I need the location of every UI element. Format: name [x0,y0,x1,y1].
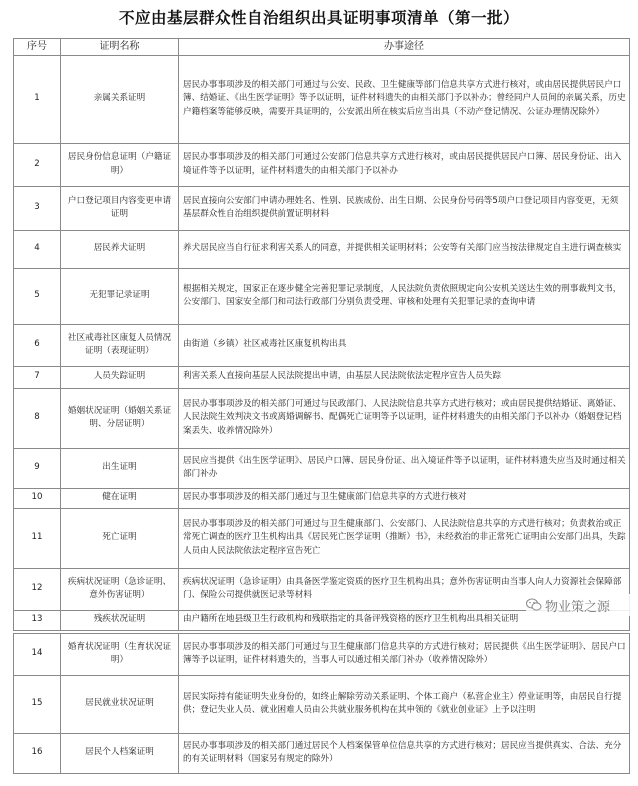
table-row [14,230,630,268]
certificate-name: 居民个人档案证明 [61,733,179,773]
table-row [14,55,630,143]
procedure-text: 居民办事事项涉及的相关部门可通过与民政部门、人民法院信息共享方式进行核对；或由居民提供结婚证、离婚证、人民法院生效判决文书或离婚调解书、配偶死亡证明等予以证明，证件材料遗失的由相关部门予以补办（婚姻登记档案丢失、收养情况除外） [179,388,630,448]
row-number: 6 [14,324,61,366]
procedure-text: 利害关系人直接向基层人民法院提出申请，由基层人民法院依法定程序宣告人员失踪 [179,366,630,388]
procedure-text: 居民直接向公安部门申请办理姓名、性别、民族成份、出生日期、公民身份号码等5项户口登记项目内容变更，无须基层群众性自治组织提供前置证明材料 [179,186,630,230]
row-number: 5 [14,268,61,324]
row-number: 11 [14,508,61,568]
row-number: 4 [14,230,61,268]
procedure-text: 居民办事事项涉及的相关部门可通过与卫生健康部门信息共享的方式进行核对；居民提供《出生医学证明》、居民户口簿等予以证明，证件材料遗失的，当事人可以通过相关部门补办（收养情况除外） [179,633,630,675]
header-no: 序号 [14,39,61,56]
certificate-name: 居民养犬证明 [61,230,179,268]
procedure-text: 由街道（乡镇）社区戒毒社区康复机构出具 [179,324,630,366]
wechat-icon [526,598,542,612]
row-number: 13 [14,610,61,630]
certificate-name: 婚育状况证明（生育状况证明） [61,633,179,675]
procedure-text: 根据相关规定，国家正在逐步健全完善犯罪记录制度，人民法院负责依照规定向公安机关送达生效的刑事裁判文书，公安部门、国家安全部门和司法行政部门分别负责受理、审核和处理有关犯罪记录的查询申请 [179,268,630,324]
procedure-text: 居民办事事项涉及的相关部门可通过与卫生健康部门、公安部门、人民法院信息共享的方式进行核对；负责救治或正常死亡调查的医疗卫生机构出具《居民死亡医学证明（推断）书》，未经救治的非正常死亡证明由公安部门出具，失踪人员由人民法院依法定程序宣告死亡 [179,508,630,568]
row-number: 7 [14,366,61,388]
table-row [14,324,630,366]
certificate-name: 死亡证明 [61,508,179,568]
row-number: 1 [14,55,61,143]
certificate-name: 无犯罪记录证明 [61,268,179,324]
table-row [14,366,630,388]
certificate-name: 疾病状况证明（急诊证明、意外伤害证明） [61,568,179,610]
row-number: 12 [14,568,61,610]
certificate-name: 残疾状况证明 [61,610,179,630]
procedure-text: 居民实际持有能证明失业身份的，如终止解除劳动关系证明、个体工商户（私营企业主）停业证明等，由居民自行提供；登记失业人员、就业困难人员由公共就业服务机构在其申领的《就业创业证》上予以注明 [179,675,630,733]
procedure-text: 养犬居民应当自行征求利害关系人的同意，并提供相关证明材料；公安等有关部门应当按法律规定自主进行调查核实 [179,230,630,268]
certificate-name: 人员失踪证明 [61,366,179,388]
certificate-name: 居民就业状况证明 [61,675,179,733]
table-row [14,143,630,186]
certificate-name: 户口登记项目内容变更申请证明 [61,186,179,230]
table-row [14,633,630,675]
row-number: 10 [14,488,61,508]
procedure-text: 疾病状况证明（急诊证明）由具备医学鉴定资质的医疗卫生机构出具；意外伤害证明由当事人向人力资源社会保障部门、保险公司提供就医记录等材料 [179,568,630,610]
row-number: 14 [14,633,61,675]
certificate-name: 居民身份信息证明（户籍证明） [61,143,179,186]
row-number: 15 [14,675,61,733]
table-header [14,39,630,56]
row-number: 8 [14,388,61,448]
row-number: 3 [14,186,61,230]
certificate-name: 出生证明 [61,448,179,488]
table-row [14,186,630,230]
page-title: 不应由基层群众性自治组织出具证明事项清单（第一批） [118,9,519,27]
row-number: 9 [14,448,61,488]
watermark [526,594,634,616]
procedure-text: 居民办事事项涉及的相关部门通过与卫生健康部门信息共享的方式进行核对 [179,488,630,508]
watermark-text: 物业策之源 [545,599,611,615]
table-row [14,388,630,448]
certificate-name: 健在证明 [61,488,179,508]
procedure-text: 居民应当提供《出生医学证明》、居民户口簿、居民身份证、出入境证件等予以证明，证件材料遗失应当及时通过相关部门补办 [179,448,630,488]
table-row [14,488,630,508]
table-row [14,508,630,568]
certificate-name: 亲属关系证明 [61,55,179,143]
table-row [14,268,630,324]
certificate-name: 社区戒毒社区康复人员情况证明（表现证明） [61,324,179,366]
header-desc: 办事途径 [179,39,630,56]
procedure-text: 由户籍所在地县级卫生行政机构和残联指定的具备评残资格的医疗卫生机构出具相关证明 [179,610,630,630]
document-table [13,38,630,774]
table-row [14,675,630,733]
row-number: 16 [14,733,61,773]
row-number: 2 [14,143,61,186]
table-row [14,448,630,488]
procedure-text: 居民办事事项涉及的相关部门可通过公安部门信息共享方式进行核对，或由居民提供居民户口簿、居民身份证、出入境证件等予以证明，证件材料遗失的由相关部门予以补办 [179,143,630,186]
certificate-name: 婚姻状况证明（婚姻关系证明、分居证明） [61,388,179,448]
header-name: 证明名称 [61,39,179,56]
table-row [14,733,630,773]
procedure-text: 居民办事事项涉及的相关部门通过居民个人档案保管单位信息共享的方式进行核对；居民应当提供真实、合法、充分的有关证明材料（国家另有规定的除外） [179,733,630,773]
procedure-text: 居民办事事项涉及的相关部门可通过与公安、民政、卫生健康等部门信息共享方式进行核对，或由居民提供居民户口簿、结婚证、《出生医学证明》等予以证明，证件材料遗失的由相关部门予以补办；曾经同户人员间的亲属关系，历史户籍档案等能够反映，需要开具证明的，公安派出所在核实后应当出具（不动产登记情况、公证办理情况除外） [179,55,630,143]
